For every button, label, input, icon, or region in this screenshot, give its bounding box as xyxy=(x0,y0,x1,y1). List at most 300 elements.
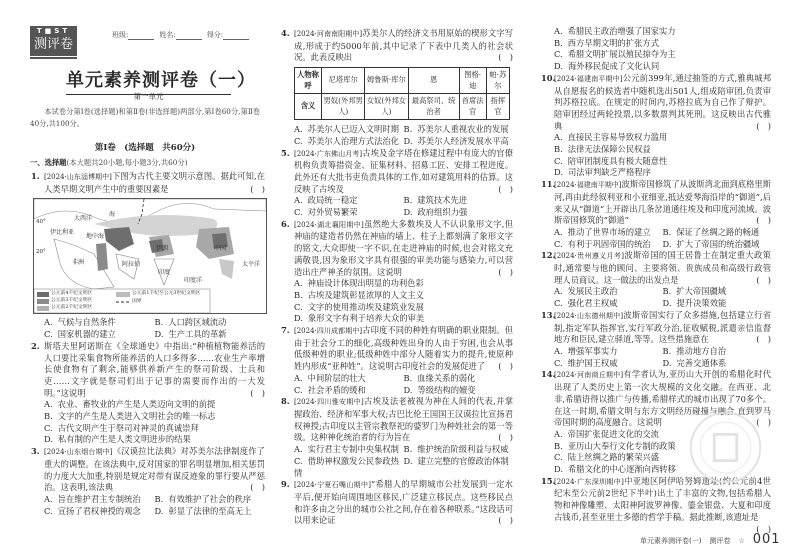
column-left xyxy=(33,171,265,517)
option-text: 有利于巩固帝国的统治 xyxy=(567,238,651,249)
option-c[interactable] xyxy=(554,298,663,310)
watermark-stamp xyxy=(688,410,763,485)
section-heading: 一、选择题(本大题共20小题,每小题3分,共60分) xyxy=(30,158,188,167)
ancient-civilizations-map xyxy=(33,198,267,314)
option-text: 发展民主政治 xyxy=(567,286,618,297)
option-text: 扩大了帝国的统治疆域 xyxy=(676,238,760,249)
map-label: 阿拉伯 xyxy=(122,261,141,269)
option-d[interactable] xyxy=(554,167,771,179)
question-5 xyxy=(283,148,513,196)
options xyxy=(543,286,771,309)
map-label: 非洲 xyxy=(72,259,85,267)
question-number: 3. xyxy=(31,446,40,457)
option-a[interactable] xyxy=(44,317,155,329)
option-text: 中间阶层的壮大 xyxy=(307,372,366,383)
question-7 xyxy=(283,325,513,373)
option-text: 希腊文明扩展以殖民掠夺为主 xyxy=(567,49,676,60)
column-middle xyxy=(283,28,513,527)
option-letter: B. xyxy=(154,317,164,328)
question-stem: “希腊人的早期城市公社发展到一定水平后,便开始向周围地区移民,广泛建立移民点。这些移民点和许多由之分出的城市公社之间,存在着各种联系。”这段话可以用来论证 xyxy=(294,479,513,526)
map-label: 印度 xyxy=(158,269,171,277)
answer-blank[interactable]: ( ) xyxy=(250,183,265,194)
student-info-fields xyxy=(112,30,249,40)
map-label: 地中海 xyxy=(86,233,105,241)
option-d[interactable] xyxy=(155,506,266,518)
options xyxy=(33,399,265,446)
question-9 xyxy=(283,479,513,527)
table-cell: 男奴(外邦男人) xyxy=(322,94,365,120)
option-letter: B. xyxy=(403,124,413,135)
answer-blank[interactable]: ( ) xyxy=(498,266,513,277)
option-text: 彰显了法律的至高无上 xyxy=(168,505,252,516)
option-letter: D. xyxy=(403,455,413,466)
option-letter: A. xyxy=(44,493,53,504)
option-letter: B. xyxy=(294,289,303,300)
question-3 xyxy=(33,446,265,494)
option-c[interactable] xyxy=(294,456,404,479)
option-text: 增强军事实力 xyxy=(567,345,618,356)
option-c[interactable] xyxy=(294,207,404,219)
table-row xyxy=(295,94,510,120)
option-d[interactable] xyxy=(663,239,772,251)
row-header: 含义 xyxy=(295,94,322,120)
option-c[interactable] xyxy=(554,358,663,370)
question-source: [2024·广东深圳期中] xyxy=(554,477,624,486)
option-a[interactable] xyxy=(294,278,513,290)
option-letter: A. xyxy=(294,278,303,289)
table-cell: 帕·苏尔 xyxy=(486,68,509,94)
option-letter: C. xyxy=(554,357,563,368)
option-letter: D. xyxy=(554,464,563,475)
option-letter: A. xyxy=(554,428,563,439)
option-text: 血缘关系的弱化 xyxy=(417,372,476,383)
option-letter: B. xyxy=(44,411,53,422)
option-c[interactable] xyxy=(44,423,265,435)
option-letter: D. xyxy=(662,238,672,249)
map-label: 伊朗 xyxy=(156,245,169,253)
question-4 xyxy=(283,28,513,64)
question-stem: 苏美尔人的经济文书用原始的楔形文字写成,形成于约5000年前,其中记录了下表中几类人的社会状况。此表反映出 xyxy=(294,28,513,63)
option-letter: B. xyxy=(403,372,413,383)
page-subtitle: 第一单元 xyxy=(133,92,164,101)
option-text: 文字的使用推动埃及建筑业发展 xyxy=(307,301,424,312)
option-letter: C. xyxy=(294,135,303,146)
question-stem: 中亚地区阿伊哈努姆遗址(约公元前4世纪末至公元前2世纪下半叶)出土了丰富的文物,包括希腊人物和神像雕塑、太阳神阿波罗神像、鎏金银盘、大夏和印度古钱币,甚至亚里士多德的哲学手稿。据此推断,该遗址是 xyxy=(554,475,771,522)
option-letter: A. xyxy=(44,399,53,410)
option-letter: D. xyxy=(554,61,563,72)
page-footer: 单元素养测评卷(一) 测评卷 ☆ 001 xyxy=(640,532,781,547)
option-text: 私有制的产生是人类文明进步的结果 xyxy=(58,434,191,445)
question-6 xyxy=(283,219,513,279)
page-title: 单元素养测评卷（一） xyxy=(66,66,231,95)
option-text: 象形文字有利于培养大众的审美 xyxy=(308,313,425,324)
option-letter: A. xyxy=(554,26,563,36)
question-stem: 《汉谟拉比法典》对苏美尔法律制度作了重大的调整。在该法典中,反对国家的罪名明显增加,相关惩罚的力度大大加重,特别是规定对带有谋反迹象的罪行要从严惩治。这表明,该法典 xyxy=(44,446,265,493)
option-letter: C. xyxy=(554,452,563,463)
option-text: 苏美尔人治理方式法治化 xyxy=(307,135,399,146)
option-text: 农业、畜牧业的产生是人类迈向文明的前提 xyxy=(57,399,216,410)
option-d[interactable] xyxy=(155,329,266,341)
map-label: 大西洋 xyxy=(74,215,93,223)
question-source: [2024·山东烟台期中] xyxy=(44,448,113,457)
question-stem: 下图为古代主要文明示意图。据此可知,在人类早期文明产生中的重要因素是 xyxy=(44,171,265,194)
option-text: 直接民主容易导致权力滥用 xyxy=(567,132,668,143)
option-letter: A. xyxy=(294,444,303,455)
option-letter: A. xyxy=(554,226,563,237)
map-legend-entry: 公元前4千纪文明区 xyxy=(51,291,93,297)
map-label: 伊比利亚 xyxy=(50,229,75,237)
option-text: 人口跨区域流动 xyxy=(168,317,227,328)
option-c[interactable] xyxy=(294,385,404,397)
option-text: 政府组织力强 xyxy=(417,207,468,218)
question-stem: 波斯帝国修筑了从波斯湾北面到底格里斯河,再由此经叙利亚和小亚细亚,抵达爱琴海沿岸的“御道”,后来又从“御道”上开辟出几条岔道通往埃及和印度河流域。波斯帝国修筑的“御道” xyxy=(554,179,771,226)
option-letter: C. xyxy=(294,455,303,466)
map-legend-entry: 公元前3千纪文明区 xyxy=(51,298,93,304)
volume-heading: 第Ⅰ卷 (选择题 共60分) xyxy=(94,143,196,153)
options xyxy=(283,373,513,396)
table-cell: 恩 xyxy=(408,68,459,94)
option-text: 帝国扩张促进文化的交流 xyxy=(567,428,659,439)
options xyxy=(543,227,771,250)
social-status-table xyxy=(294,67,510,120)
option-text: 文字的产生是人类进入文明社会的唯一标志 xyxy=(57,411,216,422)
legend-swatch xyxy=(37,292,49,297)
option-text: 对外贸易繁荣 xyxy=(307,207,358,218)
answer-blank[interactable]: ( ) xyxy=(498,52,513,63)
question-source: [2024·四川雅安期中] xyxy=(294,398,364,407)
option-b[interactable] xyxy=(155,317,266,329)
option-text: 保证了丝绸之路的畅通 xyxy=(676,226,760,237)
option-letter: A. xyxy=(294,372,303,383)
options xyxy=(543,26,771,73)
option-text: 扩大帝国疆域 xyxy=(676,286,727,297)
option-b[interactable] xyxy=(663,346,772,358)
table-row xyxy=(295,68,510,94)
option-c[interactable] xyxy=(554,156,771,168)
option-b[interactable] xyxy=(404,195,514,207)
question-source: [2024·广东佛山月考] xyxy=(294,149,363,158)
options xyxy=(33,317,265,340)
option-letter: D. xyxy=(403,207,413,218)
option-a[interactable] xyxy=(554,346,663,358)
question-source: [2024·四川成都期中] xyxy=(294,327,363,336)
option-letter: A. xyxy=(554,286,563,297)
option-text: 亚历山大奉行文化专制的政策 xyxy=(567,440,676,451)
option-text: 古埃及建筑彰显浓厚的人文主义 xyxy=(307,289,424,300)
option-d[interactable] xyxy=(404,456,514,479)
option-text: 实行君主专制中央集权制 xyxy=(307,444,399,455)
question-2 xyxy=(33,341,265,400)
option-text: 推动地方自治 xyxy=(676,345,727,356)
option-letter: C. xyxy=(294,207,303,218)
question-stem: 古埃及法老被视为神在人间的代表,并掌握政治、经济和军事大权;古巴比伦王国国王汉谟拉比宣扬君权神授;古印度以主管宗教祭祀的婆罗门为种姓社会的第一等级。这种神化统治者的行为旨在 xyxy=(294,396,513,443)
question-8 xyxy=(283,396,513,444)
option-text: 国家机器的建立 xyxy=(57,329,116,340)
logo-rule xyxy=(30,57,77,59)
option-text: 生产工具的革新 xyxy=(168,329,227,340)
question-stem: 古埃及金字塔在修建过程中有庞大的官僚机构负责筹措资金、征集材料、招募工匠、安排工程进度。此外还有大批书吏负责具体的工作,如对建筑用料的估算。这反映了古埃及 xyxy=(294,147,513,194)
option-b[interactable] xyxy=(404,444,514,456)
table-cell: 图格·迪 xyxy=(459,68,486,94)
latitude-label: 40° xyxy=(36,219,46,226)
map-legend-entry: 公元前2千纪文明区 xyxy=(51,305,93,311)
option-letter: C. xyxy=(554,155,563,166)
table-cell: 姆鲁斯·库尔 xyxy=(365,68,408,94)
question-13 xyxy=(543,310,771,346)
answer-blank[interactable]: ( ) xyxy=(498,183,513,194)
option-letter: C. xyxy=(554,298,563,309)
question-number: 13. xyxy=(541,309,556,320)
question-number: 6. xyxy=(281,218,290,229)
option-b[interactable] xyxy=(404,124,514,136)
answer-blank[interactable]: ( ) xyxy=(756,120,771,131)
option-text: 有效维护了社会的秩序 xyxy=(168,493,252,504)
legend-swatch xyxy=(37,306,49,311)
question-stem: 古印度不同的种姓有明确的职业限制。但由于社会分工的细化,高级种姓出身的人由于穷困,也会从事低级种姓的职业;低级种姓中部分人随着实力的提升,使原种姓内形成“亚种姓”。这说明古印度社会的发展促进了 xyxy=(294,325,513,372)
name-field[interactable]: 姓名: xyxy=(159,30,201,40)
option-letter: D. xyxy=(403,384,413,395)
option-letter: B. xyxy=(662,286,672,297)
class-field[interactable]: 班级: xyxy=(112,30,154,40)
answer-blank[interactable]: ( ) xyxy=(498,432,513,443)
option-b[interactable] xyxy=(554,38,771,50)
option-text: 政局统一稳定 xyxy=(307,195,358,206)
option-letter: C. xyxy=(294,301,303,312)
option-text: 神庙设计体现出明显的功利色彩 xyxy=(307,278,424,289)
latitude-label: 20° xyxy=(36,249,46,256)
option-text: 维护统治阶级利益与权威 xyxy=(417,444,509,455)
answer-blank[interactable]: ( ) xyxy=(756,334,771,345)
answer-blank[interactable]: ( ) xyxy=(756,417,771,428)
option-text: 古代文明产生于祭司对神灵的真诚崇拜 xyxy=(57,422,199,433)
question-number: 4. xyxy=(281,28,290,38)
option-text: 司法审判缺乏严格程序 xyxy=(568,167,651,178)
options xyxy=(283,124,513,147)
page-number: 001 xyxy=(752,532,781,547)
option-text: 苏美尔人已迈入文明时期 xyxy=(307,124,399,135)
answer-blank[interactable]: ( ) xyxy=(498,515,513,526)
question-source: [2024·河南南阳期中] xyxy=(294,30,363,38)
option-a[interactable] xyxy=(44,494,155,506)
option-text: 旨在维护君主专制统治 xyxy=(57,493,141,504)
options xyxy=(33,494,265,517)
option-text: 海外移民促成了文化认同 xyxy=(568,61,660,72)
answer-blank[interactable]: ( ) xyxy=(250,482,265,493)
option-letter: B. xyxy=(662,345,672,356)
option-c[interactable] xyxy=(554,49,771,61)
question-source: [2024·山东德州期中] xyxy=(554,311,624,320)
score-field[interactable]: 得分: xyxy=(207,30,249,40)
question-number: 5. xyxy=(281,147,290,158)
question-1 xyxy=(33,171,265,195)
option-a[interactable] xyxy=(554,286,663,298)
question-stem: 虽然绝大多数埃及人不认识象形文字,但神庙的建造者仍然在神庙的墙上、柱子上都刻满了象形文字的铭文,大众即使一字不识,在走进神庙的时候,也会对铭文充满敬畏,因为象形文字具有很强的审美功能与感染力,可以营造出庄严神圣的氛围。这说明 xyxy=(294,218,513,277)
options xyxy=(283,444,513,479)
question-source: [2024·福建南平期中] xyxy=(554,74,623,83)
options xyxy=(543,132,771,179)
option-d[interactable] xyxy=(404,385,514,397)
answer-blank[interactable]: ( ) xyxy=(756,274,771,285)
option-text: 陪审团制度具有极大随意性 xyxy=(567,155,668,166)
option-a[interactable] xyxy=(294,373,404,385)
answer-blank[interactable]: ( ) xyxy=(756,215,771,226)
question-11 xyxy=(543,179,771,227)
option-d[interactable] xyxy=(294,313,513,325)
question-stem: 公元前399年,通过抽签的方式,雅典城邦从自愿报名的候选者中随机选出501人,组成陪审团,负责审判苏格拉底。在规定的时间内,苏格拉底为自己作了辩护。陪审团经过两轮投票,以多数票判其死刑。这反映出古代雅典 xyxy=(554,72,771,131)
option-letter: B. xyxy=(403,444,413,455)
table-cell: 指挥官 xyxy=(486,94,509,120)
map-label: 印度洋 xyxy=(184,277,203,285)
option-c[interactable] xyxy=(44,506,155,518)
test-logo: T■ST 测评卷 xyxy=(30,26,77,56)
option-a[interactable] xyxy=(294,124,404,136)
option-text: 建筑技术先进 xyxy=(417,195,468,206)
question-stem: 斯塔夫里阿诺斯在《全球通史》中指出:“种植植物能养活的人口要比采集食物所能养活的人口多得多……农业生产率增长使食物有了剩余,能够供养新产生的祭司阶级、士兵和吏……文字就是祭司们出于记事的需要而作出的一大发明。”这说明 xyxy=(44,340,265,398)
options xyxy=(543,346,771,369)
option-b[interactable] xyxy=(663,286,772,298)
option-letter: B. xyxy=(554,440,563,451)
question-number: 9. xyxy=(281,479,290,490)
question-source: [2024·宁夏石嘴山期中] xyxy=(294,481,371,490)
question-source: [2024·福建南平期中] xyxy=(554,181,622,190)
option-text: 宣扬了君权神授的观念 xyxy=(57,505,141,516)
option-text: 借助神权激发公民参政热情 xyxy=(294,455,399,478)
table-cell: 最高祭司、统治者 xyxy=(408,94,459,120)
option-text: 陆上丝绸之路的繁荣兴盛 xyxy=(567,452,659,463)
table-cell: 首席法官 xyxy=(459,94,486,120)
option-letter: C. xyxy=(44,422,53,433)
answer-blank[interactable]: ( ) xyxy=(756,523,771,534)
answer-blank[interactable]: ( ) xyxy=(250,387,265,398)
option-c[interactable] xyxy=(44,329,155,341)
question-number: 1. xyxy=(31,171,40,181)
option-b[interactable] xyxy=(294,290,513,302)
question-source: [2024·湖北襄阳期中] xyxy=(294,220,364,229)
option-text: 气候与自然条件 xyxy=(57,317,116,328)
option-d[interactable] xyxy=(44,434,265,446)
options xyxy=(283,278,513,325)
question-number: 10. xyxy=(541,72,556,83)
option-letter: C. xyxy=(44,505,53,516)
option-letter: D. xyxy=(44,434,53,445)
option-text: 完善交通体系 xyxy=(676,357,727,368)
option-text: 强化君主权威 xyxy=(567,298,618,309)
option-d[interactable] xyxy=(663,298,772,310)
option-text: 法律无法保障公民权益 xyxy=(567,144,651,155)
question-number: 8. xyxy=(281,396,290,407)
question-number: 15. xyxy=(541,475,556,486)
map-label: 中国 xyxy=(214,245,227,253)
options xyxy=(283,195,513,218)
question-number: 7. xyxy=(281,325,290,336)
question-12 xyxy=(543,250,771,286)
option-text: 建立完整的官僚政治体制 xyxy=(417,455,509,466)
option-a[interactable] xyxy=(44,399,265,411)
option-d[interactable] xyxy=(554,61,771,73)
option-letter: D. xyxy=(662,298,672,309)
map-legend-entry: 公元前1千纪至公元3世纪文明区 xyxy=(132,291,201,297)
answer-blank[interactable]: ( ) xyxy=(498,361,513,372)
question-stem: 波斯帝国实行了众多措施,包括建立行省制,指定军队指挥官,实行军政分治,征收赋税,派遣亲信监督地方和臣民,建立驿道,等等。这些措施意在 xyxy=(554,309,771,345)
option-text: 西方早期文明的扩张方式 xyxy=(567,37,660,48)
option-letter: C. xyxy=(554,49,563,60)
option-letter: B. xyxy=(662,226,672,237)
option-letter: D. xyxy=(662,357,672,368)
option-letter: C. xyxy=(554,238,563,249)
option-letter: D. xyxy=(294,313,303,324)
option-text: 社会矛盾的缓和 xyxy=(307,384,366,395)
option-text: 等级结构的嬗变 xyxy=(417,384,476,395)
option-text: 苏美尔人重视农业的发展 xyxy=(417,124,509,135)
option-c[interactable] xyxy=(294,302,513,314)
question-10 xyxy=(543,73,771,133)
option-letter: A. xyxy=(554,345,563,356)
option-letter: D. xyxy=(403,135,413,146)
option-letter: A. xyxy=(294,195,303,206)
option-letter: C. xyxy=(294,384,303,395)
option-b[interactable] xyxy=(155,494,266,506)
option-b[interactable] xyxy=(44,411,265,423)
option-a[interactable] xyxy=(294,444,404,456)
question-number: 12. xyxy=(541,250,556,261)
legend-swatch xyxy=(116,292,130,297)
option-letter: B. xyxy=(154,493,164,504)
option-letter: B. xyxy=(403,195,413,206)
table-cell: 尼塔库尔 xyxy=(322,68,365,94)
question-source: [2024·山东淄博期中] xyxy=(44,173,112,181)
option-text: 希腊文化的中心逐渐向西转移 xyxy=(568,464,676,475)
exam-intro: 本试卷分第Ⅰ卷(选择题)和第Ⅱ卷(非选择题)两部分,第Ⅰ卷60分,第Ⅱ卷40分,共100分。 xyxy=(30,107,260,128)
option-d[interactable] xyxy=(663,358,772,370)
option-b[interactable] xyxy=(554,144,771,156)
option-a[interactable] xyxy=(554,132,771,144)
option-text: 提升决策效能 xyxy=(676,298,727,309)
option-text: 维护国王权威 xyxy=(567,357,618,368)
option-letter: D. xyxy=(154,329,164,340)
option-letter: A. xyxy=(554,132,563,143)
option-a[interactable] xyxy=(554,227,663,239)
option-letter: A. xyxy=(294,124,303,135)
option-letter: B. xyxy=(554,37,563,48)
option-d[interactable] xyxy=(404,207,514,219)
question-number: 2. xyxy=(31,340,40,351)
option-letter: C. xyxy=(44,329,53,340)
option-c[interactable] xyxy=(294,136,404,148)
map-label: 太平洋 xyxy=(242,261,261,269)
row-header: 人物称呼 xyxy=(295,68,322,94)
option-c[interactable] xyxy=(554,239,663,251)
option-letter: B. xyxy=(554,144,563,155)
option-a[interactable] xyxy=(554,26,771,38)
option-letter: D. xyxy=(154,505,164,516)
option-b[interactable] xyxy=(404,373,514,385)
option-text: 希腊民主政治增强了国家实力 xyxy=(567,26,676,36)
question-number: 11. xyxy=(541,179,556,190)
option-text: 苏美尔人经济发展水平高 xyxy=(417,135,509,146)
table-cell: 女奴(外邦女人) xyxy=(365,94,408,120)
option-d[interactable] xyxy=(404,136,514,148)
question-source: [2024·河南商丘期中] xyxy=(554,371,624,380)
option-letter: A. xyxy=(44,317,53,328)
question-stem: 有学者认为,亚历山大开创的希腊化时代出现了人类历史上第一次大规模的文化交融。在西亚、北非,希腊语得以推广与传播,希腊样式的城市出现了70多个。在这一时期,希腊文明与东方文明经历碰撞与融合,直到罗马帝国时期的高度融合。这说明 xyxy=(554,369,771,428)
map-label: 海 xyxy=(109,211,116,219)
legend-swatch xyxy=(37,299,49,304)
option-a[interactable] xyxy=(294,195,404,207)
map-legend-entry: 国界 xyxy=(132,299,142,305)
option-b[interactable] xyxy=(663,227,772,239)
option-text: 推动了世界市场的建立 xyxy=(567,226,651,237)
question-stem: 波斯帝国的国王居鲁士在制定重大政策时,通常要与他的顾问、主要将领、贵族成员和高级行政管理人员商议。这一做法的出发点是 xyxy=(554,250,771,285)
